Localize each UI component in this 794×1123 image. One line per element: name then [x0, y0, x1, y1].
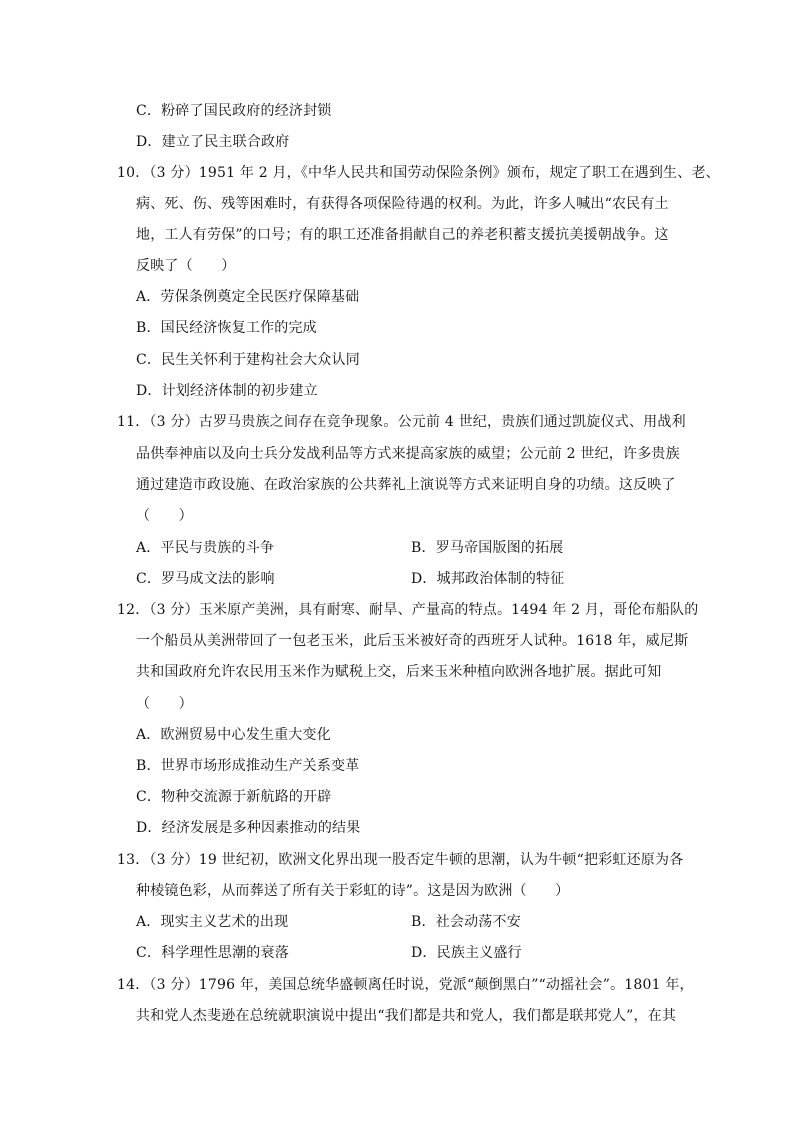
- q12-stem-line: 一个船员从美洲带回了一包老玉米，此后玉米被好奇的西班牙人试种。1618 年，威尼斯: [136, 633, 689, 649]
- q10-stem-line: 10．（3 分）1951 年 2 月，《中华人民共和国劳动保险条例》颁布，规定了职工在遇到生、老、: [117, 165, 720, 181]
- q12-option-a: A．欧洲贸易中心发生重大变化: [136, 727, 331, 743]
- q12-stem-line: 共和国政府允许农民用玉米作为赋税上交，后来玉米种植向欧洲各地扩展。据此可知: [136, 664, 662, 680]
- q12-stem-line: 12．（3 分）玉米原产美洲，具有耐寒、耐旱、产量高的特点。1494 年 2 月，哥伦布船队的: [117, 602, 699, 618]
- q10-option-a: A．劳保条例奠定全民医疗保障基础: [136, 289, 360, 305]
- q11-option-c: C．罗马成文法的影响: [136, 571, 275, 587]
- q10-option-d: D．计划经济体制的初步建立: [136, 383, 318, 399]
- q13-stem-line: 种棱镜色彩，从而葬送了所有关于彩虹的诗”。这是因为欧洲（ ）: [136, 883, 570, 899]
- q11-stem-line: 品供奉神庙以及向士兵分发战利品等方式来提高家族的威望；公元前 2 世纪，许多贵族: [136, 446, 680, 462]
- q14-stem-line: 14．（3 分）1796 年，美国总统华盛顿离任时说，党派“颠倒黑白”“动摇社会”。1801 年，: [117, 977, 694, 993]
- q12-option-b: B．世界市场形成推动生产关系变革: [136, 758, 360, 774]
- q9-option-d: D．建立了民主联合政府: [136, 134, 290, 150]
- q11-stem-line: 通过建造市政设施、在政治家族的公共葬礼上演说等方式来证明自身的功绩。这反映了: [136, 477, 676, 493]
- q10-option-c: C．民生关怀利于建构社会大众认同: [136, 352, 360, 368]
- q10-stem-line: 病、死、伤、残等困难时，有获得各项保险待遇的权利。为此，许多人喊出“农民有土: [136, 196, 669, 212]
- q13-stem-line: 13．（3 分）19 世纪初，欧洲文化界出现一股否定牛顿的思潮，认为牛顿“把彩虹还原为各: [117, 852, 684, 868]
- q10-stem-line: 反映了（ ）: [136, 258, 236, 274]
- q11-stem-line: 11．（3 分）古罗马贵族之间存在竞争现象。公元前 4 世纪，贵族们通过凯旋仪式、用战利: [117, 414, 686, 430]
- q12-option-c: C．物种交流源于新航路的开辟: [136, 789, 332, 805]
- q13-option-c: C．科学理性思潮的衰落: [136, 945, 289, 961]
- q12-stem-line: （ ）: [136, 696, 193, 712]
- q13-option-a: A．现实主义艺术的出现: [136, 914, 289, 930]
- q13-option-d: D．民族主义盛行: [411, 945, 522, 961]
- q13-option-b: B．社会动荡不安: [411, 914, 521, 930]
- q11-option-b: B．罗马帝国版图的拓展: [411, 540, 564, 556]
- q9-option-c: C．粉碎了国民政府的经济封锁: [136, 103, 332, 119]
- q11-option-a: A．平民与贵族的斗争: [136, 540, 275, 556]
- q11-stem-line: （ ）: [136, 508, 193, 524]
- q11-option-d: D．城邦政治体制的特征: [411, 571, 565, 587]
- q10-stem-line: 地，工人有劳保”的口号；有的职工还准备捐献自己的养老积蓄支援抗美援朝战争。这: [136, 227, 669, 243]
- q12-option-d: D．经济发展是多种因素推动的结果: [136, 820, 361, 836]
- q10-option-b: B．国民经济恢复工作的完成: [136, 320, 317, 336]
- q14-stem-line: 共和党人杰斐逊在总统就职演说中提出“我们都是共和党人，我们都是联邦党人”，在其: [136, 1008, 677, 1024]
